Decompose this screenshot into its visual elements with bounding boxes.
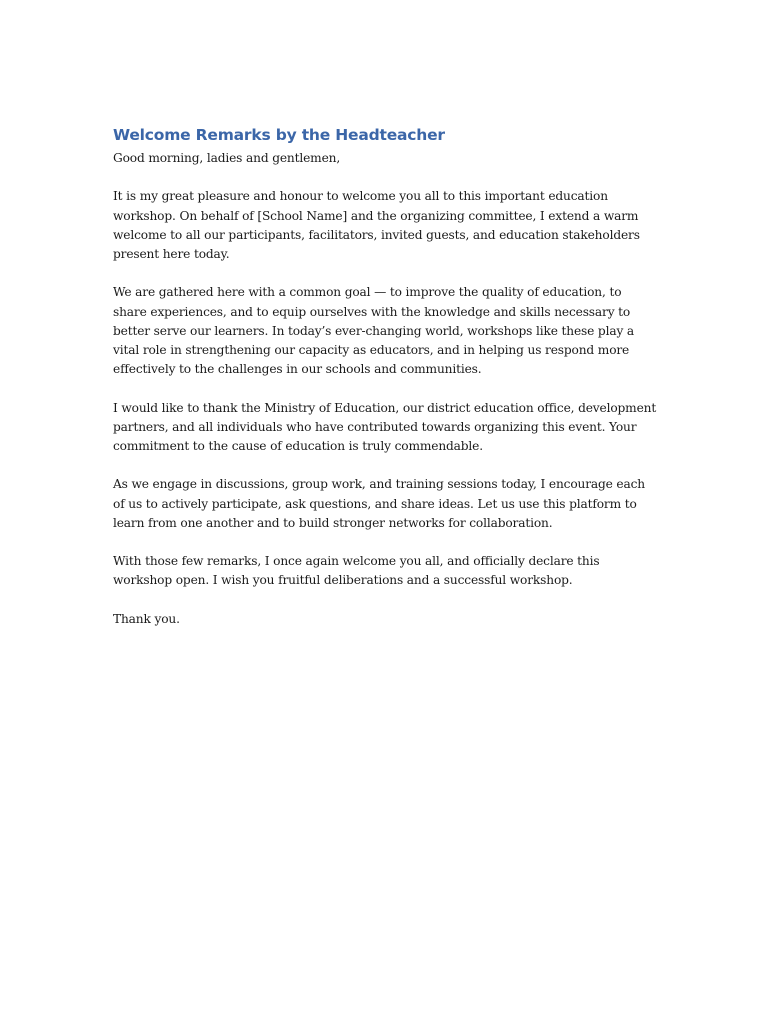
paragraph-welcome: It is my great pleasure and honour to welcome you all to this important education workshop. On behalf of [School Name] and the organizing committee, I extend a warm welcome to all our participants, facilitators, invited guests, and education stakeholders present here today.: [113, 189, 640, 261]
closing-line: Thank you.: [113, 611, 180, 626]
paragraph-thanks: I would like to thank the Ministry of Education, our district education office, development partners, and all individuals who have contributed towards organizing this event. Your commitment to the cause of education is truly commendable.: [113, 400, 657, 453]
paragraph-declaration: With those few remarks, I once again welcome you all, and officially declare this workshop open. I wish you fruitful deliberations and a successful workshop.: [113, 554, 600, 588]
paragraph-engagement: As we engage in discussions, group work, and training sessions today, I encourage each of us to actively participate, ask questions, and share ideas. Let us use this platform to learn from one another and to build stronger networks for collaboration.: [113, 477, 645, 530]
document-body: [113, 124, 658, 648]
greeting-line: Good morning, ladies and gentlemen,: [113, 151, 341, 165]
paragraph-common-goal: We are gathered here with a common goal — to improve the quality of education, to share experiences, and to equip ourselves with the knowledge and skills necessary to better serve our learners. In today’s ever-changing world, workshops like these play a vital role in strengthening our capacity as educators, and in helping us respond more effectively to the challenges in our schools and communities.: [113, 285, 635, 377]
document-title: Welcome Remarks by the Headteacher: [113, 126, 445, 144]
